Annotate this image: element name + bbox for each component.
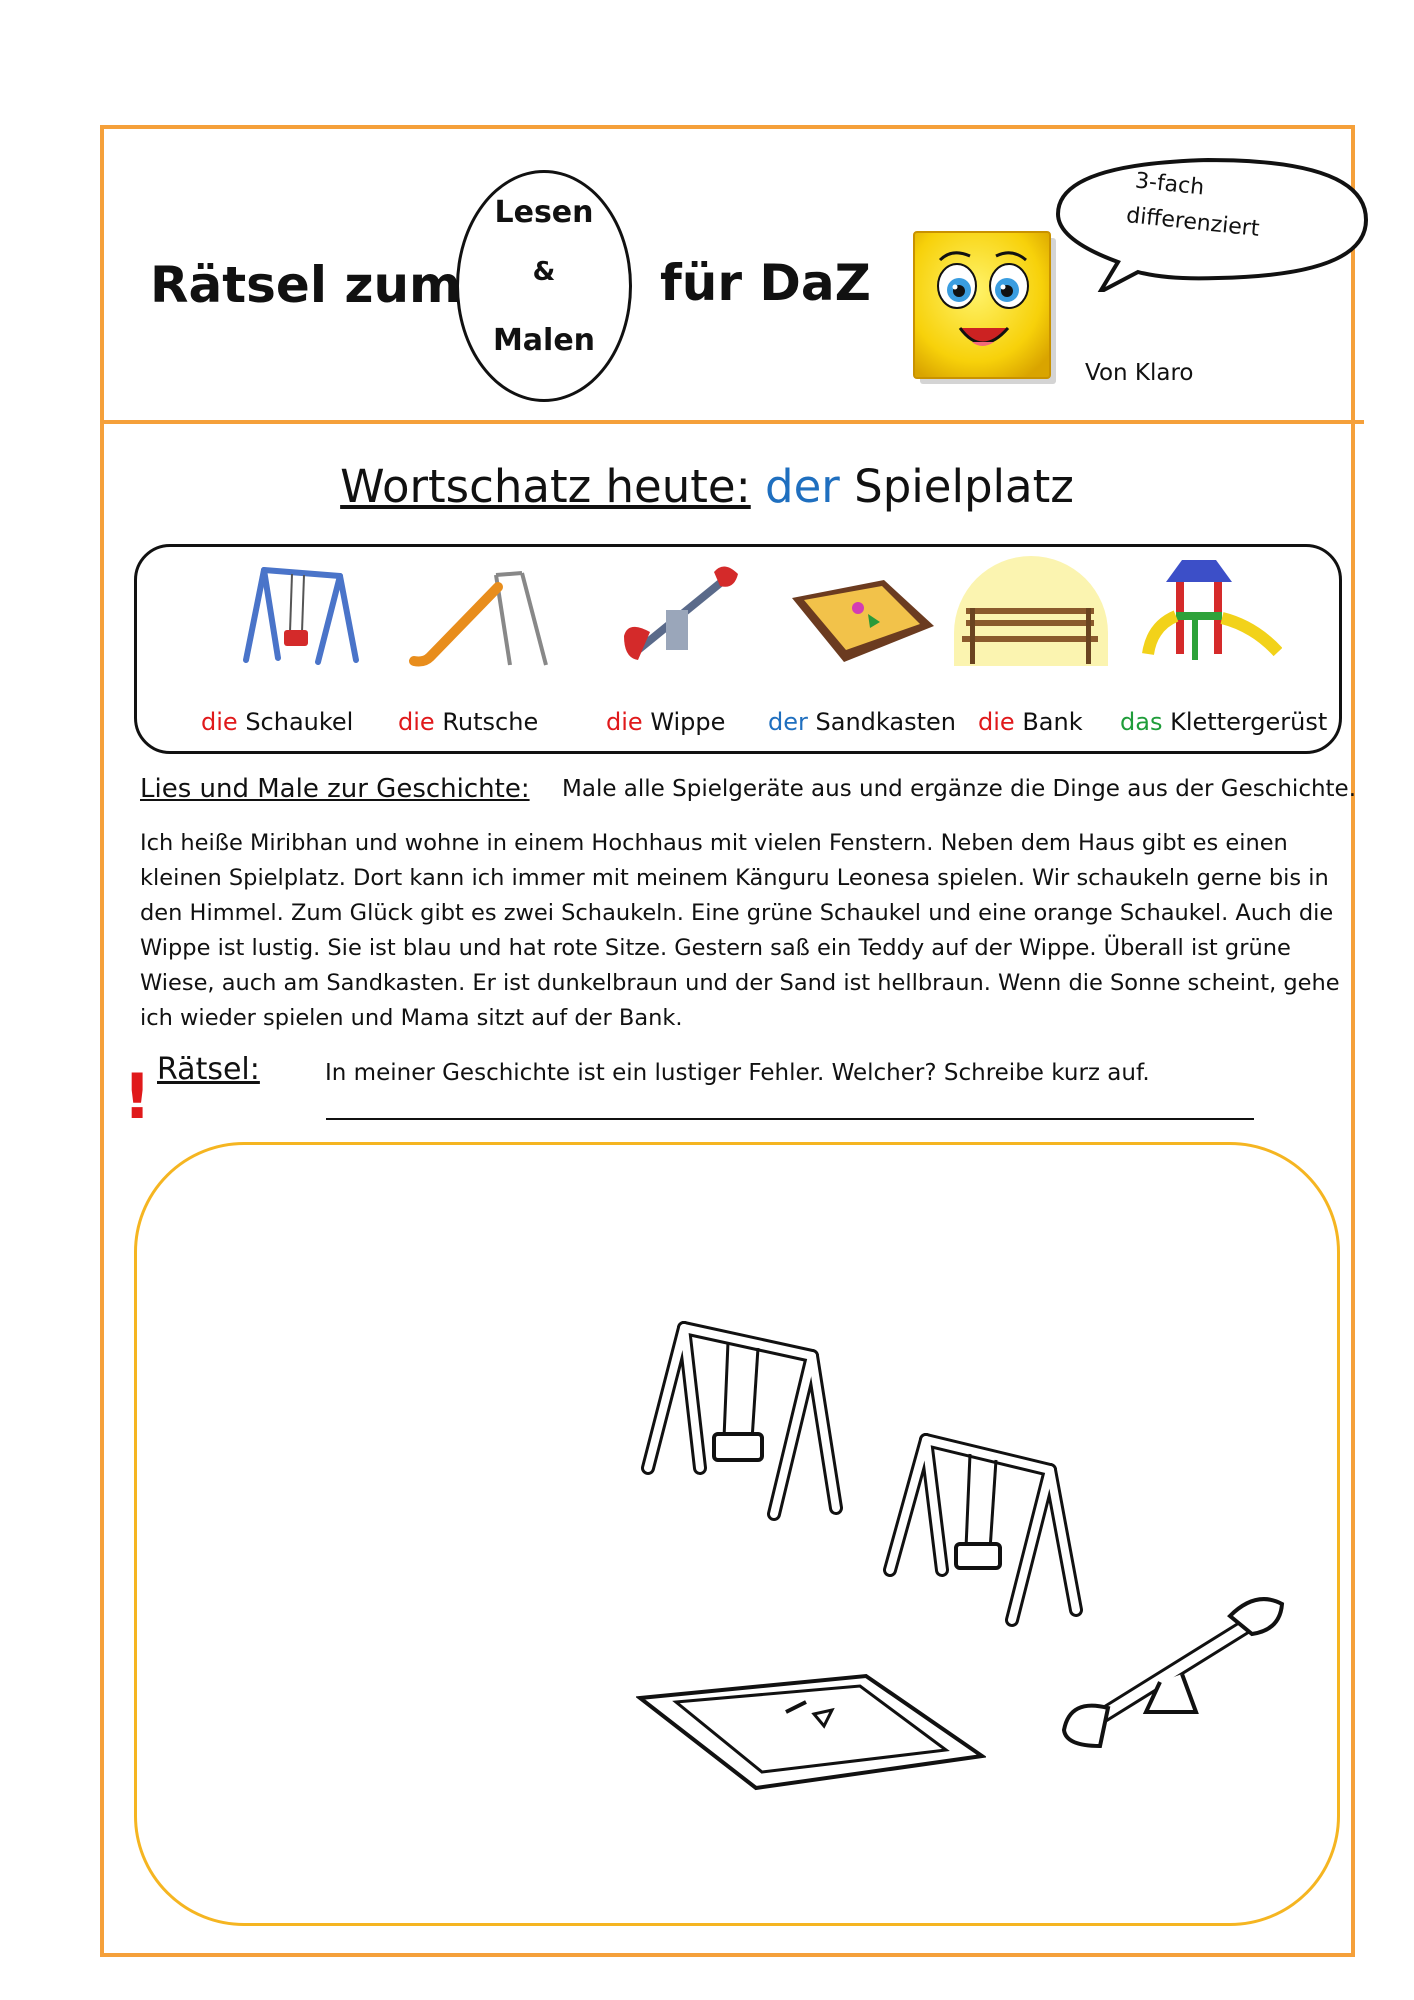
seesaw-outline-icon — [1060, 1590, 1286, 1750]
exclamation-icon: ! — [123, 1060, 152, 1133]
story-line: Wippe ist lustig. Sie ist blau und hat rote Sitze. Gestern saß ein Teddy auf der Wippe. Überall ist grüne — [140, 935, 1291, 961]
task-instruction: Male alle Spielgeräte aus und ergänze die Dinge aus der Geschichte. — [562, 776, 1357, 802]
oval-line-3: Malen — [492, 323, 596, 358]
vocab-article: die — [978, 708, 1015, 736]
vocab-heading-noun: Spielplatz — [854, 460, 1074, 513]
seesaw-icon — [620, 560, 740, 668]
story-line: ich wieder spielen und Mama sitzt auf der Bank. — [140, 1005, 683, 1031]
vocab-noun: Bank — [1022, 708, 1083, 736]
slide-icon — [406, 565, 552, 669]
vocab-article: die — [201, 708, 238, 736]
vocab-noun: Sandkasten — [815, 708, 956, 736]
vocab-noun: Schaukel — [245, 708, 354, 736]
swing-icon — [242, 562, 362, 672]
answer-line[interactable] — [326, 1118, 1254, 1120]
speech-line-1: 3-fach — [1133, 168, 1206, 201]
vocab-article: der — [768, 708, 808, 736]
riddle-question: In meiner Geschichte ist ein lustiger Fehler. Welcher? Schreibe kurz auf. — [325, 1060, 1150, 1086]
story-line: Wiese, auch am Sandkasten. Er ist dunkelbraun und der Sand ist hellbraun. Wenn die Sonne scheint, gehe — [140, 970, 1340, 996]
title-left: Rätsel zum — [150, 256, 462, 314]
speech-line-2: differenziert — [1125, 203, 1261, 242]
vocab-article: die — [606, 708, 643, 736]
riddle-label: Rätsel: — [157, 1052, 260, 1087]
swing-outline-icon — [640, 1318, 870, 1528]
task-lead: Lies und Male zur Geschichte: — [140, 774, 530, 804]
vocab-word-bank — [978, 708, 1083, 736]
bench-icon — [960, 604, 1100, 666]
oval-line-2: & — [532, 257, 556, 287]
vocab-heading-label: Wortschatz heute: — [340, 460, 751, 513]
story-line: kleinen Spielplatz. Dort kann ich immer mit meinem Känguru Leonesa spielen. Wir schaukeln gerne bis in — [140, 865, 1329, 891]
reading-painting-oval — [456, 170, 632, 402]
author-credit: Von Klaro — [1085, 360, 1194, 386]
vocab-noun: Rutsche — [442, 708, 539, 736]
story-line: den Himmel. Zum Glück gibt es zwei Schaukeln. Eine grüne Schaukel und eine orange Schaukel. Auch die — [140, 900, 1334, 926]
vocab-noun: Klettergerüst — [1170, 708, 1328, 736]
vocab-heading-article: der — [765, 460, 840, 513]
oval-line-1: Lesen — [494, 195, 594, 230]
drawing-area[interactable] — [134, 1142, 1340, 1926]
story-text — [140, 826, 1340, 1036]
sandbox-outline-icon — [636, 1672, 986, 1792]
sandbox-icon — [788, 578, 938, 664]
vocab-word-schaukel — [201, 708, 353, 736]
vocab-word-klettergeruest — [1120, 708, 1327, 736]
vocab-noun: Wippe — [650, 708, 726, 736]
vocab-word-wippe — [606, 708, 725, 736]
vocab-word-sandkasten — [768, 708, 956, 736]
story-line: Ich heiße Miribhan und wohne in einem Hochhaus mit vielen Fenstern. Neben dem Haus gibt es einen — [140, 830, 1288, 856]
smiley-face-icon — [912, 230, 1062, 390]
climbing-frame-icon — [1142, 556, 1282, 668]
vocab-article: die — [398, 708, 435, 736]
title-right: für DaZ — [660, 254, 871, 312]
vocab-article: das — [1120, 708, 1163, 736]
vocab-heading — [0, 460, 1414, 513]
vocab-word-rutsche — [398, 708, 538, 736]
header-divider — [100, 420, 1364, 424]
